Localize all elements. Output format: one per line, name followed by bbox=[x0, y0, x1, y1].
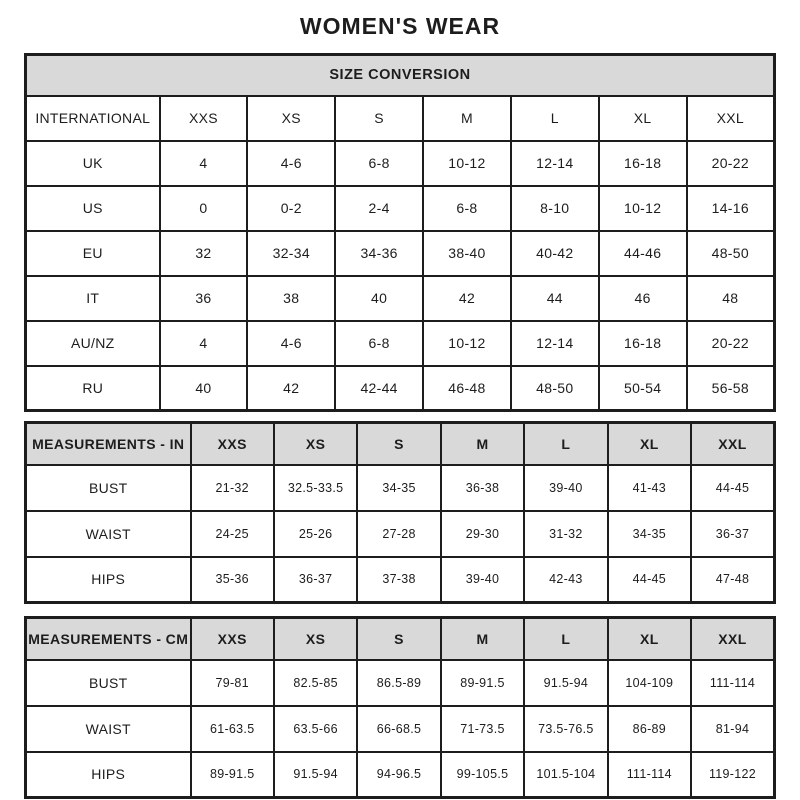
value-cell: 40 bbox=[160, 366, 248, 411]
value-cell: 29-30 bbox=[441, 511, 524, 557]
value-cell: 16-18 bbox=[599, 321, 687, 366]
value-cell: 6-8 bbox=[335, 321, 423, 366]
value-cell: 42 bbox=[423, 276, 511, 321]
column-header-row bbox=[26, 423, 775, 465]
value-cell: 89-91.5 bbox=[191, 752, 274, 798]
measurements-in-table bbox=[24, 421, 776, 604]
value-cell: 10-12 bbox=[423, 321, 511, 366]
value-cell: 14-16 bbox=[687, 186, 775, 231]
size-column-header: S bbox=[357, 618, 440, 660]
table-row bbox=[26, 321, 775, 366]
value-cell: 46-48 bbox=[423, 366, 511, 411]
value-cell: 4 bbox=[160, 321, 248, 366]
size-column-header: XXL bbox=[691, 618, 774, 660]
value-cell: 86-89 bbox=[608, 706, 691, 752]
value-cell: 50-54 bbox=[599, 366, 687, 411]
row-label-header: MEASUREMENTS - IN bbox=[26, 423, 191, 465]
value-cell: 0-2 bbox=[247, 186, 335, 231]
value-cell: 10-12 bbox=[423, 141, 511, 186]
size-column-header: XL bbox=[599, 96, 687, 141]
value-cell: 21-32 bbox=[191, 465, 274, 511]
value-cell: 6-8 bbox=[423, 186, 511, 231]
size-column-header: L bbox=[524, 618, 607, 660]
value-cell: 42 bbox=[247, 366, 335, 411]
value-cell: 48 bbox=[687, 276, 775, 321]
size-column-header: M bbox=[441, 618, 524, 660]
value-cell: 61-63.5 bbox=[191, 706, 274, 752]
value-cell: 32.5-33.5 bbox=[274, 465, 357, 511]
table-row bbox=[26, 557, 775, 603]
value-cell: 4-6 bbox=[247, 141, 335, 186]
value-cell: 35-36 bbox=[191, 557, 274, 603]
page-title: WOMEN'S WEAR bbox=[299, 13, 501, 39]
table-row bbox=[26, 231, 775, 276]
value-cell: 6-8 bbox=[335, 141, 423, 186]
table-row bbox=[26, 186, 775, 231]
value-cell: 111-114 bbox=[608, 752, 691, 798]
value-cell: 34-36 bbox=[335, 231, 423, 276]
value-cell: 0 bbox=[160, 186, 248, 231]
value-cell: 32 bbox=[160, 231, 248, 276]
row-label: WAIST bbox=[26, 511, 191, 557]
column-header-row bbox=[26, 618, 775, 660]
value-cell: 24-25 bbox=[191, 511, 274, 557]
value-cell: 38-40 bbox=[423, 231, 511, 276]
measurements-cm-table bbox=[24, 616, 776, 799]
size-column-header: L bbox=[524, 423, 607, 465]
value-cell: 34-35 bbox=[357, 465, 440, 511]
value-cell: 20-22 bbox=[687, 321, 775, 366]
value-cell: 104-109 bbox=[608, 660, 691, 706]
row-label: RU bbox=[26, 366, 160, 411]
row-label-header: MEASUREMENTS - CM bbox=[26, 618, 191, 660]
table-row bbox=[26, 660, 775, 706]
size-column-header: M bbox=[441, 423, 524, 465]
value-cell: 36-37 bbox=[274, 557, 357, 603]
value-cell: 66-68.5 bbox=[357, 706, 440, 752]
value-cell: 34-35 bbox=[608, 511, 691, 557]
value-cell: 39-40 bbox=[441, 557, 524, 603]
size-column-header: XS bbox=[247, 96, 335, 141]
size-column-header: XXL bbox=[687, 96, 775, 141]
value-cell: 16-18 bbox=[599, 141, 687, 186]
value-cell: 86.5-89 bbox=[357, 660, 440, 706]
row-label: AU/NZ bbox=[26, 321, 160, 366]
column-header-row bbox=[26, 96, 775, 141]
value-cell: 44 bbox=[511, 276, 599, 321]
value-cell: 91.5-94 bbox=[274, 752, 357, 798]
size-column-header: L bbox=[511, 96, 599, 141]
value-cell: 4 bbox=[160, 141, 248, 186]
table-row bbox=[26, 366, 775, 411]
size-column-header: XXL bbox=[691, 423, 774, 465]
value-cell: 79-81 bbox=[191, 660, 274, 706]
value-cell: 38 bbox=[247, 276, 335, 321]
value-cell: 48-50 bbox=[687, 231, 775, 276]
table-title-row bbox=[26, 55, 775, 96]
value-cell: 10-12 bbox=[599, 186, 687, 231]
value-cell: 111-114 bbox=[691, 660, 774, 706]
size-column-header: XS bbox=[274, 423, 357, 465]
value-cell: 99-105.5 bbox=[441, 752, 524, 798]
size-column-header: XXS bbox=[191, 618, 274, 660]
value-cell: 31-32 bbox=[524, 511, 607, 557]
size-conversion-table bbox=[24, 53, 776, 412]
value-cell: 36-37 bbox=[691, 511, 774, 557]
size-column-header: XXS bbox=[160, 96, 248, 141]
value-cell: 82.5-85 bbox=[274, 660, 357, 706]
value-cell: 25-26 bbox=[274, 511, 357, 557]
value-cell: 94-96.5 bbox=[357, 752, 440, 798]
row-label: UK bbox=[26, 141, 160, 186]
table-row bbox=[26, 276, 775, 321]
value-cell: 41-43 bbox=[608, 465, 691, 511]
row-label: HIPS bbox=[26, 752, 191, 798]
row-label: IT bbox=[26, 276, 160, 321]
table-row bbox=[26, 465, 775, 511]
table-row bbox=[26, 706, 775, 752]
row-label: US bbox=[26, 186, 160, 231]
value-cell: 20-22 bbox=[687, 141, 775, 186]
value-cell: 91.5-94 bbox=[524, 660, 607, 706]
size-column-header: XS bbox=[274, 618, 357, 660]
table-row bbox=[26, 141, 775, 186]
row-label-header: INTERNATIONAL bbox=[26, 96, 160, 141]
value-cell: 63.5-66 bbox=[274, 706, 357, 752]
value-cell: 44-46 bbox=[599, 231, 687, 276]
value-cell: 12-14 bbox=[511, 141, 599, 186]
value-cell: 81-94 bbox=[691, 706, 774, 752]
value-cell: 44-45 bbox=[608, 557, 691, 603]
value-cell: 32-34 bbox=[247, 231, 335, 276]
value-cell: 71-73.5 bbox=[441, 706, 524, 752]
size-column-header: S bbox=[357, 423, 440, 465]
value-cell: 4-6 bbox=[247, 321, 335, 366]
value-cell: 40-42 bbox=[511, 231, 599, 276]
value-cell: 2-4 bbox=[335, 186, 423, 231]
value-cell: 36 bbox=[160, 276, 248, 321]
size-column-header: M bbox=[423, 96, 511, 141]
value-cell: 73.5-76.5 bbox=[524, 706, 607, 752]
row-label: WAIST bbox=[26, 706, 191, 752]
value-cell: 56-58 bbox=[687, 366, 775, 411]
value-cell: 36-38 bbox=[441, 465, 524, 511]
value-cell: 48-50 bbox=[511, 366, 599, 411]
value-cell: 42-43 bbox=[524, 557, 607, 603]
value-cell: 89-91.5 bbox=[441, 660, 524, 706]
table-row bbox=[26, 511, 775, 557]
value-cell: 47-48 bbox=[691, 557, 774, 603]
value-cell: 42-44 bbox=[335, 366, 423, 411]
row-label: BUST bbox=[26, 465, 191, 511]
table-title: SIZE CONVERSION bbox=[26, 55, 775, 96]
table-row bbox=[26, 752, 775, 798]
value-cell: 27-28 bbox=[357, 511, 440, 557]
value-cell: 101.5-104 bbox=[524, 752, 607, 798]
row-label: HIPS bbox=[26, 557, 191, 603]
value-cell: 8-10 bbox=[511, 186, 599, 231]
row-label: EU bbox=[26, 231, 160, 276]
value-cell: 44-45 bbox=[691, 465, 774, 511]
value-cell: 40 bbox=[335, 276, 423, 321]
size-column-header: S bbox=[335, 96, 423, 141]
value-cell: 12-14 bbox=[511, 321, 599, 366]
size-column-header: XL bbox=[608, 423, 691, 465]
size-column-header: XXS bbox=[191, 423, 274, 465]
row-label: BUST bbox=[26, 660, 191, 706]
value-cell: 37-38 bbox=[357, 557, 440, 603]
value-cell: 46 bbox=[599, 276, 687, 321]
size-column-header: XL bbox=[608, 618, 691, 660]
value-cell: 39-40 bbox=[524, 465, 607, 511]
value-cell: 119-122 bbox=[691, 752, 774, 798]
